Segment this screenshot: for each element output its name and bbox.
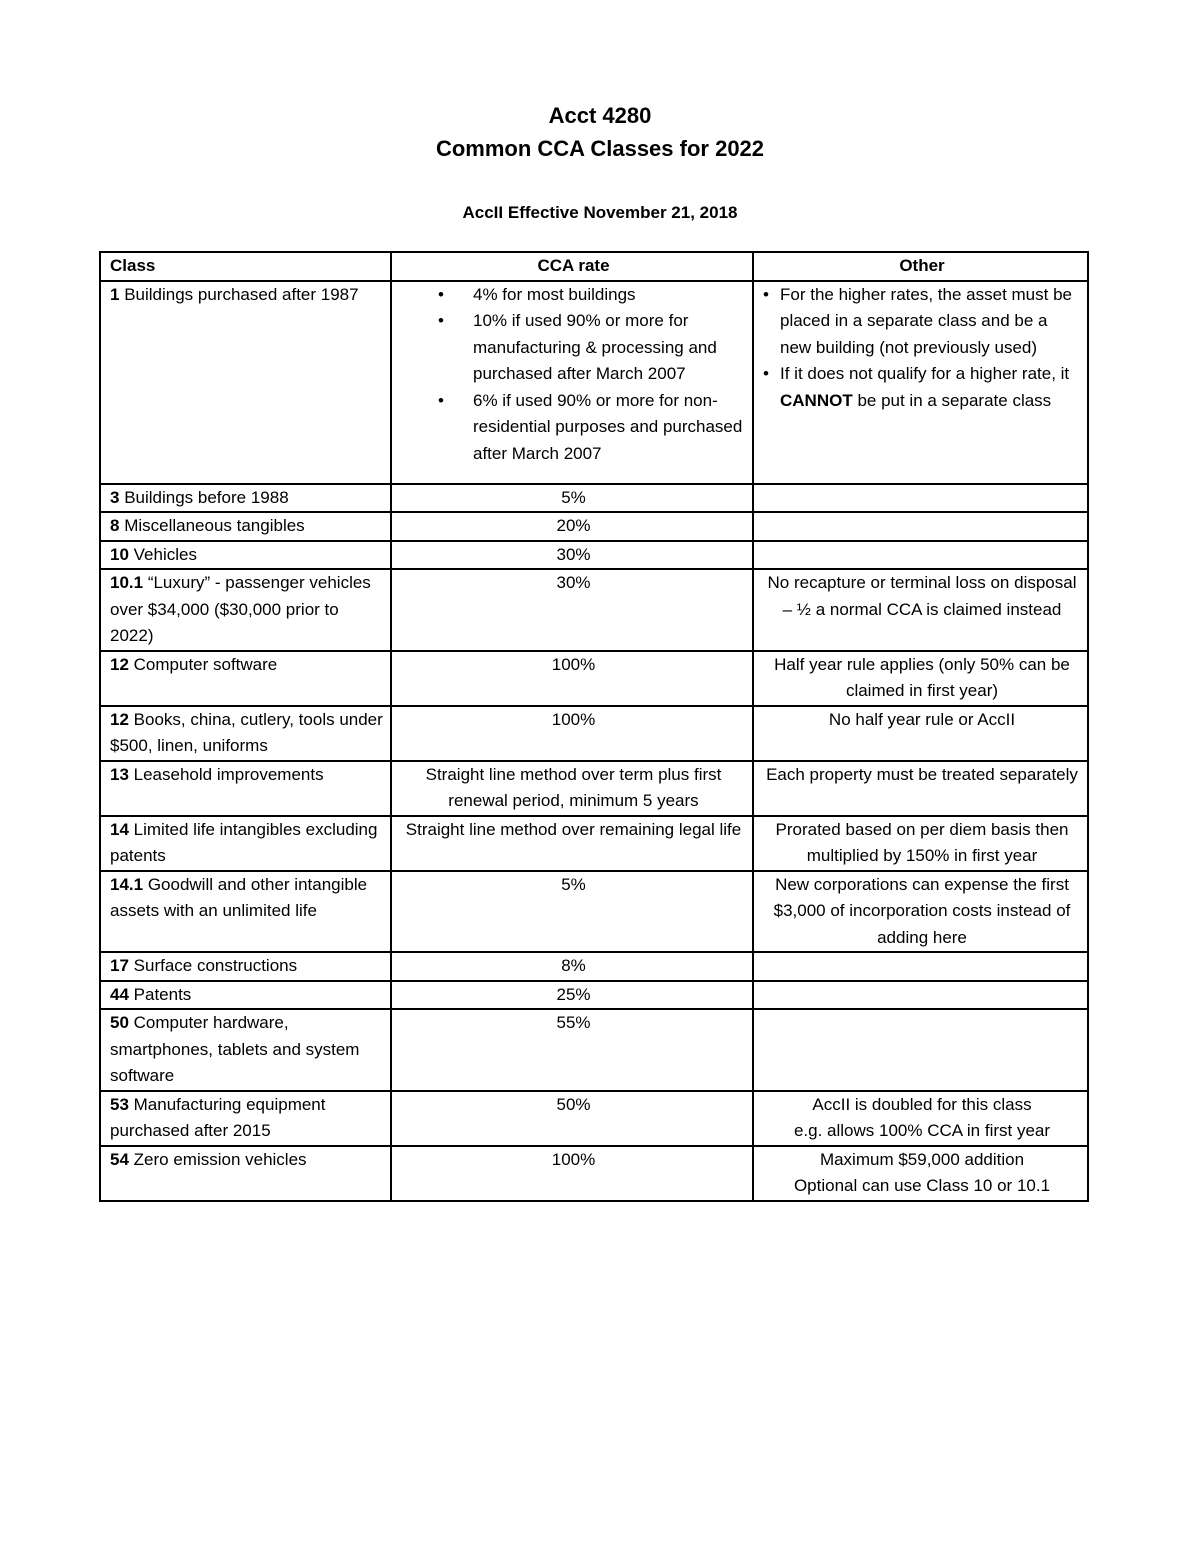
cca-rate-cell: 100% (391, 1146, 753, 1201)
cca-rate-cell: 50% (391, 1091, 753, 1146)
other-cell: Prorated based on per diem basis then multiplied by 150% in first year (753, 816, 1088, 871)
other-cell (753, 1146, 1088, 1201)
class-cell (100, 512, 391, 541)
class-cell (100, 1091, 391, 1146)
other-cell: Half year rule applies (only 50% can be claimed in first year) (753, 651, 1088, 706)
class-number: 10 (110, 544, 129, 564)
cca-rate-cell: 20% (391, 512, 753, 541)
other-bullet-text: For the higher rates, the asset must be placed in a separate class and be a new building (not previously used) (780, 284, 1072, 357)
class-number: 14 (110, 819, 129, 839)
other-cell (753, 1091, 1088, 1146)
table-row (100, 816, 1088, 871)
other-bullet (763, 282, 1081, 362)
other-bullet (763, 361, 1081, 414)
class-cell (100, 952, 391, 981)
class-number: 13 (110, 764, 129, 784)
cca-rate-cell: Straight line method over remaining legal life (391, 816, 753, 871)
cca-rate-cell: Straight line method over term plus first renewal period, minimum 5 years (391, 761, 753, 816)
other-cell: No half year rule or AccII (753, 706, 1088, 761)
class-number: 12 (110, 654, 129, 674)
other-line: Maximum $59,000 addition (819, 1149, 1025, 1169)
class-number: 1 (110, 284, 120, 304)
class-number: 50 (110, 1013, 129, 1032)
other-cell: Each property must be treated separately (753, 761, 1088, 816)
cca-rate-cell: 30% (391, 541, 753, 570)
class-description: Patents (128, 984, 192, 1004)
table-row (100, 541, 1088, 570)
other-bullet-text: If it does not qualify for a higher rate, it (780, 364, 1070, 383)
table-row (100, 512, 1088, 541)
class-description: Zero emission vehicles (128, 1149, 307, 1169)
class-description: Limited life intangibles excluding patents (110, 819, 378, 865)
class-description: Computer software (128, 654, 278, 674)
table-row (100, 1009, 1088, 1091)
rate-bullet: • 6% if used 90% or more for non-residential purposes and purchased after March 2007 (401, 388, 746, 468)
table-header-row (100, 252, 1088, 281)
class-number: 44 (110, 984, 129, 1004)
table-row (100, 281, 1088, 484)
other-cell (753, 512, 1088, 541)
table-row (100, 484, 1088, 513)
column-header-class: Class (100, 252, 391, 281)
class-description: Surface constructions (128, 956, 298, 975)
class-cell (100, 706, 391, 761)
cca-rate-cell: 55% (391, 1009, 753, 1091)
cca-rate-cell: 25% (391, 981, 753, 1010)
other-bullet-list (763, 282, 1081, 415)
class-cell (100, 569, 391, 651)
cca-classes-table (99, 251, 1089, 1202)
cca-rate-cell: 8% (391, 952, 753, 981)
class-number: 17 (110, 956, 129, 975)
other-cell: No recapture or terminal loss on disposal – ½ a normal CCA is claimed instead (753, 569, 1088, 651)
document-subtitle: AccII Effective November 21, 2018 (462, 203, 738, 222)
table-row (100, 1146, 1088, 1201)
class-cell (100, 816, 391, 871)
table-row (100, 569, 1088, 651)
rate-bullet-list (401, 282, 746, 468)
cca-rate-cell: 100% (391, 651, 753, 706)
table-row (100, 871, 1088, 953)
table-row (100, 706, 1088, 761)
cca-rate-cell: 30% (391, 569, 753, 651)
other-cell (753, 484, 1088, 513)
class-cell (100, 484, 391, 513)
class-number: 10.1 (110, 573, 144, 592)
other-cell: New corporations can expense the first $3,000 of incorporation costs instead of adding here (753, 871, 1088, 953)
cca-rate-cell: 100% (391, 706, 753, 761)
column-header-other: Other (753, 252, 1088, 281)
column-header-cca-rate: CCA rate (391, 252, 753, 281)
class-number: 3 (110, 487, 120, 507)
cca-rate-cell: 5% (391, 871, 753, 953)
other-line: Optional can use Class 10 or 10.1 (793, 1176, 1051, 1195)
class-cell (100, 651, 391, 706)
class-number: 12 (110, 709, 129, 729)
other-line: e.g. allows 100% CCA in first year (793, 1121, 1051, 1140)
cca-rate-cell (391, 281, 753, 484)
other-cell (753, 541, 1088, 570)
other-cell (753, 981, 1088, 1010)
other-cell (753, 281, 1088, 484)
other-cell (753, 1009, 1088, 1091)
table-row (100, 952, 1088, 981)
class-description: Books, china, cutlery, tools under $500, linen, uniforms (110, 709, 383, 755)
class-description: “Luxury” - passenger vehicles over $34,000 ($30,000 prior to 2022) (110, 573, 371, 645)
class-description: Vehicles (128, 544, 197, 564)
class-cell (100, 281, 391, 484)
other-bullet-emphasis: CANNOT (780, 390, 853, 410)
class-cell (100, 871, 391, 953)
class-description: Miscellaneous tangibles (119, 516, 305, 535)
other-line: AccII is doubled for this class (812, 1094, 1032, 1114)
rate-bullet: • 4% for most buildings (401, 282, 746, 309)
class-cell (100, 761, 391, 816)
class-description: Buildings before 1988 (119, 487, 289, 507)
cca-rate-cell: 5% (391, 484, 753, 513)
class-number: 54 (110, 1149, 129, 1169)
class-number: 14.1 (110, 874, 144, 894)
class-cell (100, 1146, 391, 1201)
class-cell (100, 1009, 391, 1091)
class-description: Leasehold improvements (128, 764, 324, 784)
other-cell (753, 952, 1088, 981)
document-title: Common CCA Classes for 2022 (435, 136, 765, 161)
class-description: Buildings purchased after 1987 (119, 284, 359, 304)
table-row (100, 761, 1088, 816)
rate-bullet: • 10% if used 90% or more for manufacturing & processing and purchased after March 2007 (401, 308, 746, 388)
class-description: Manufacturing equipment purchased after 2015 (110, 1094, 326, 1140)
class-number: 8 (110, 516, 120, 535)
table-row (100, 651, 1088, 706)
class-cell (100, 981, 391, 1010)
table-row (100, 1091, 1088, 1146)
class-number: 53 (110, 1094, 129, 1114)
class-description: Goodwill and other intangible assets with an unlimited life (110, 874, 368, 920)
course-title: Acct 4280 (548, 103, 652, 128)
table-row (100, 981, 1088, 1010)
class-cell (100, 541, 391, 570)
class-description: Computer hardware, smartphones, tablets and system software (110, 1013, 360, 1085)
other-bullet-text: be put in a separate class (852, 390, 1052, 410)
